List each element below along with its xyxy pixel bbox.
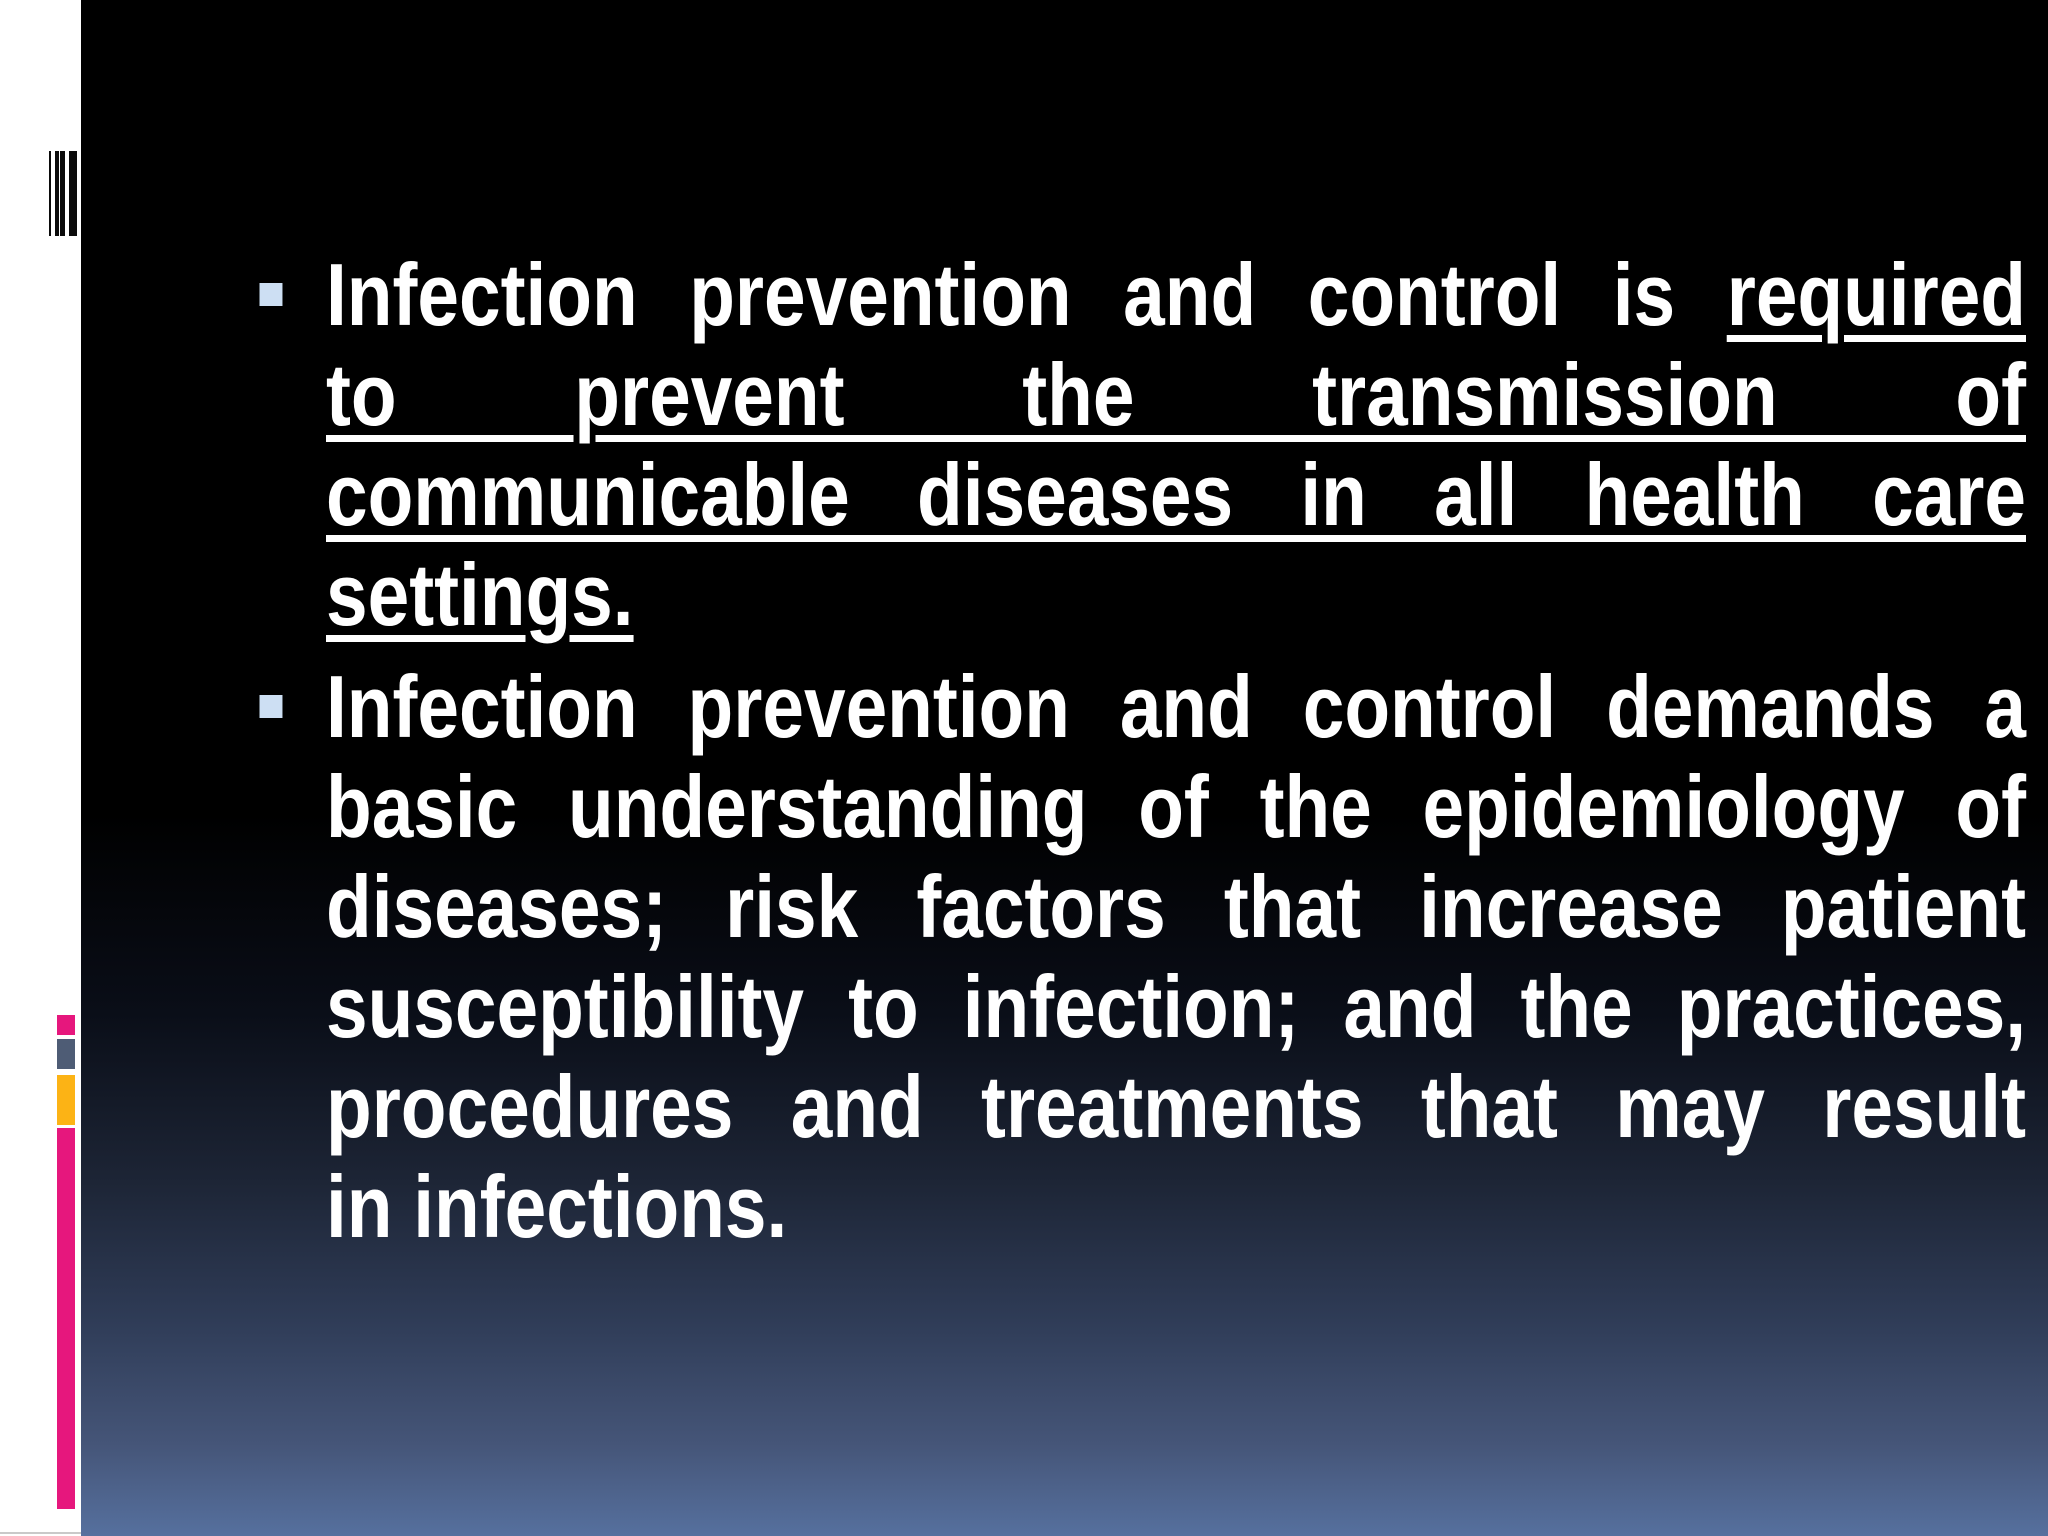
bullet-square-marker <box>260 695 283 718</box>
accent-bar-pink-small <box>57 1015 75 1035</box>
bullet-square-marker <box>260 283 283 306</box>
stripe-bar <box>49 151 51 236</box>
sidebar-bottom-line <box>0 1532 81 1534</box>
text-segment: Infection prevention and control demands a <box>326 657 2026 756</box>
text-line <box>326 957 2026 1057</box>
text-line <box>326 445 2026 545</box>
slide-body-background <box>81 0 2048 1536</box>
text-line <box>326 545 2026 645</box>
text-segment: Infection prevention and control is <box>326 245 1727 344</box>
text-segment: to prevent the transmission of <box>326 345 2026 444</box>
accent-bar-orange <box>57 1075 75 1125</box>
text-segment: diseases; risk factors that increase patient <box>326 857 2026 956</box>
text-segment: required <box>1726 245 2026 344</box>
text-line <box>326 345 2026 445</box>
text-line <box>326 245 2026 345</box>
text-line <box>326 1057 2026 1157</box>
text-segment: procedures and treatments that may result <box>326 1057 2026 1156</box>
text-segment: settings. <box>326 545 634 644</box>
bullet-list <box>326 245 2026 1257</box>
bullet-item <box>326 657 2026 1257</box>
stripe-bar <box>55 151 59 236</box>
text-line <box>326 857 2026 957</box>
text-segment: susceptibility to infection; and the practices, <box>326 957 2026 1056</box>
barcode-stripes-icon <box>49 151 77 236</box>
text-line <box>326 757 2026 857</box>
bullet-item <box>326 245 2026 645</box>
text-segment: communicable diseases in all health care <box>326 445 2026 544</box>
text-segment: in infections. <box>326 1157 788 1256</box>
stripe-bar <box>60 151 65 236</box>
text-line <box>326 1157 2026 1257</box>
accent-bar-pink-tall <box>57 1128 75 1509</box>
text-segment: basic understanding of the epidemiology of <box>326 757 2026 856</box>
sidebar <box>0 0 81 1536</box>
text-line <box>326 657 2026 757</box>
stripe-bar <box>69 151 77 236</box>
accent-bar-gray <box>57 1039 75 1069</box>
